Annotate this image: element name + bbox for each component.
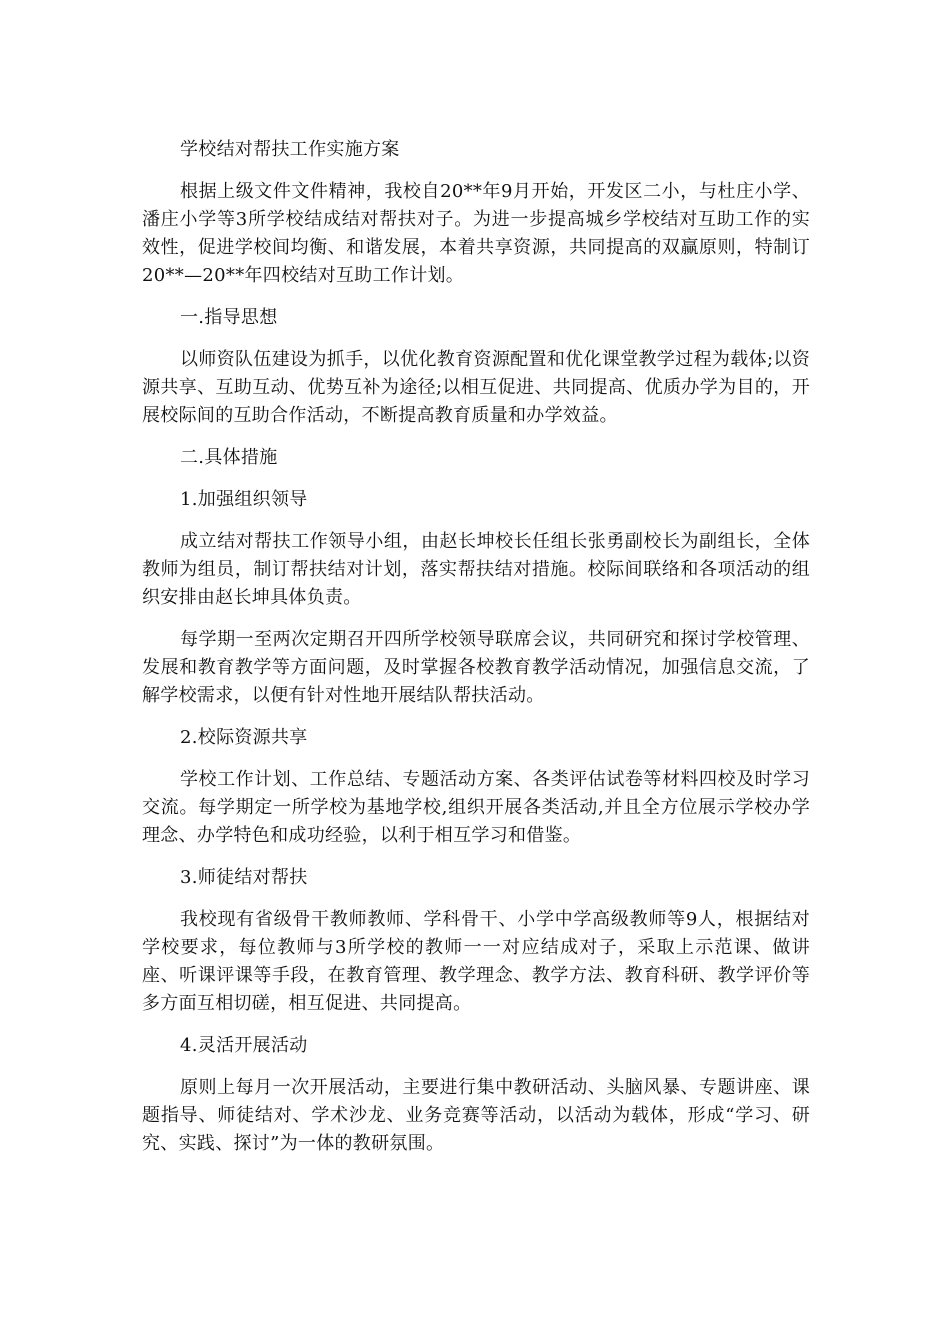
item-heading-organization: 1.加强组织领导 — [180, 489, 308, 510]
section-heading-measures: 二.具体措施 — [180, 447, 278, 468]
document-title: 学校结对帮扶工作实施方案 — [180, 139, 400, 160]
organization-paragraph-1: 成立结对帮扶工作领导小组，由赵长坤校长任组长张勇副校长为副组长，全体教师为组员，制订帮扶结对计划，落实帮扶结对措施。校际间联络和各项活动的组织安排由赵长坤具体负责。 — [142, 531, 810, 608]
mentoring-paragraph: 我校现有省级骨干教师教师、学科骨干、小学中学高级教师等9人，根据结对学校要求，每位教师与3所学校的教师一一对应结成对子，采取上示范课、做讲座、听课评课等手段，在教育管理、教学理念、教学方法、教育科研、教学评价等多方面互相切磋，相互促进、共同提高。 — [142, 909, 810, 1014]
section-heading-guiding-thought: 一.指导思想 — [180, 307, 278, 328]
intro-paragraph: 根据上级文件文件精神，我校自20**年9月开始，开发区二小，与杜庄小学、潘庄小学等3所学校结成结对帮扶对子。为进一步提高城乡学校结对互助工作的实效性，促进学校间均衡、和谐发展，本着共享资源，共同提高的双赢原则，特制订20**—20**年四校结对互助工作计划。 — [142, 181, 810, 286]
activities-paragraph: 原则上每月一次开展活动，主要进行集中教研活动、头脑风暴、专题讲座、课题指导、师徒结对、学术沙龙、业务竞赛等活动，以活动为载体，形成“学习、研究、实践、探讨”为一体的教研氛围。 — [142, 1077, 810, 1154]
item-heading-resource-sharing: 2.校际资源共享 — [180, 727, 308, 748]
resource-sharing-paragraph: 学校工作计划、工作总结、专题活动方案、各类评估试卷等材料四校及时学习交流。每学期定一所学校为基地学校,组织开展各类活动,并且全方位展示学校办学理念、办学特色和成功经验，以利于相互学习和借鉴。 — [142, 769, 810, 846]
organization-paragraph-2: 每学期一至两次定期召开四所学校领导联席会议，共同研究和探讨学校管理、发展和教育教学等方面问题，及时掌握各校教育教学活动情况，加强信息交流，了解学校需求，以便有针对性地开展结队帮扶活动。 — [142, 629, 810, 706]
item-heading-activities: 4.灵活开展活动 — [180, 1035, 308, 1056]
item-heading-mentoring: 3.师徒结对帮扶 — [180, 867, 308, 888]
guiding-thought-paragraph: 以师资队伍建设为抓手，以优化教育资源配置和优化课堂教学过程为载体;以资源共享、互助互动、优势互补为途径;以相互促进、共同提高、优质办学为目的，开展校际间的互助合作活动，不断提高教育质量和办学效益。 — [142, 349, 810, 426]
document-page — [142, 136, 810, 1172]
